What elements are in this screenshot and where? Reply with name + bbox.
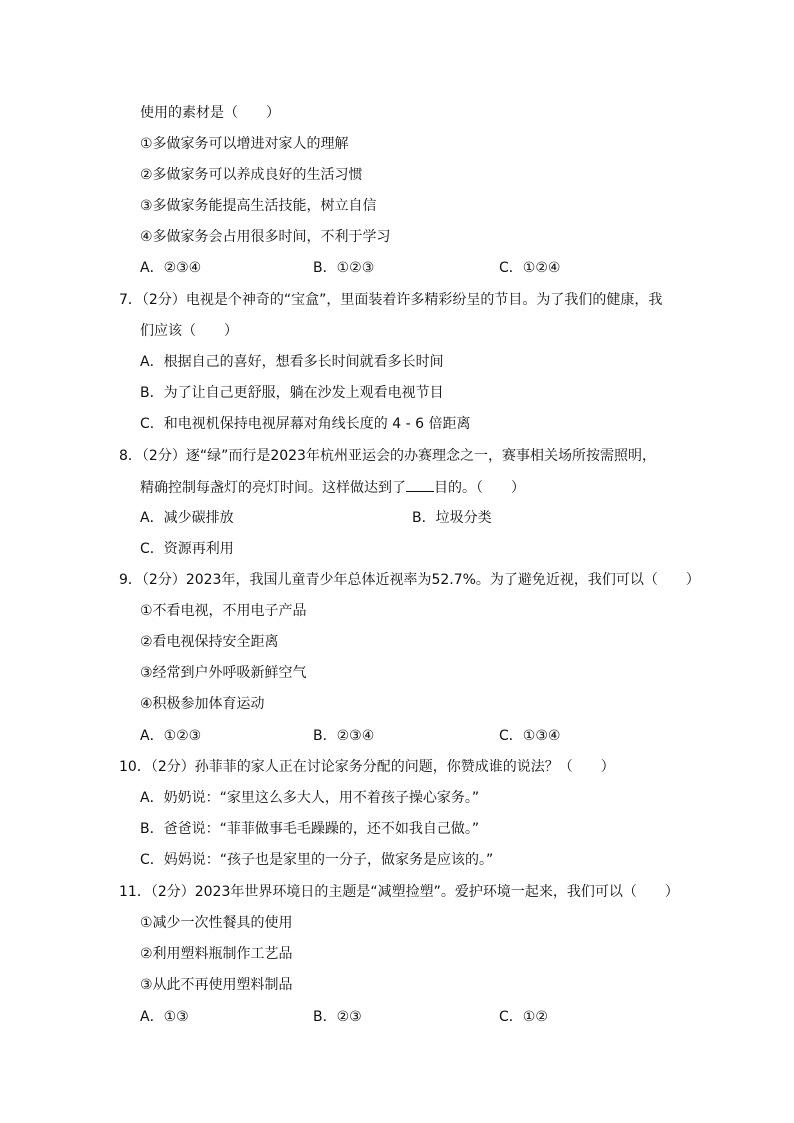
q9-option-a[interactable]: A．①②③: [140, 728, 202, 744]
q9-stem: 9．（2分）2023年，我国儿童青少年总体近视率为52.7%。为了避免近视，我们可以（ ）: [119, 572, 700, 588]
q7-stem-line1: 7．（2分）电视是个神奇的“宝盒”，里面装着许多精彩纷呈的节目。为了我们的健康，我: [119, 292, 663, 308]
q7-option-a[interactable]: A．根据自己的喜好，想看多长时间就看多长时间: [140, 354, 444, 370]
q6-item-4: ④多做家务会占用很多时间，不利于学习: [140, 229, 391, 245]
fill-in-blank: [406, 477, 434, 492]
q9-item-4: ④积极参加体育运动: [140, 696, 265, 712]
q10-option-c[interactable]: C．妈妈说：“孩子也是家里的一分子，做家务是应该的。”: [140, 852, 494, 868]
q8-stem-line2-pre: 精确控制每盏灯的亮灯时间。这样做达到了: [140, 480, 406, 496]
q6-item-2: ②多做家务可以养成良好的生活习惯: [140, 167, 363, 183]
q9-option-c[interactable]: C．①③④: [499, 728, 561, 744]
q8-stem-line2-post: 目的。（ ）: [434, 480, 525, 496]
q10-stem: 10．（2分）孙菲菲的家人正在讨论家务分配的问题，你赞成谁的说法？（ ）: [119, 759, 615, 775]
q9-item-2: ②看电视保持安全距离: [140, 634, 279, 650]
q11-options: [140, 1007, 740, 1027]
q7-option-b[interactable]: B．为了让自己更舒服，躺在沙发上观看电视节目: [140, 385, 444, 401]
q9-options: [140, 726, 740, 746]
q11-item-2: ②利用塑料瓶制作工艺品: [140, 946, 293, 962]
q6-stem-end: 使用的素材是（ ）: [140, 105, 280, 121]
q8-option-a[interactable]: A．减少碳排放: [140, 510, 234, 526]
q8-stem-line2: [140, 477, 525, 498]
q7-stem-line2: 们应该（ ）: [140, 323, 238, 339]
q8-option-b[interactable]: B．垃圾分类: [412, 510, 492, 526]
q9-item-3: ③经常到户外呼吸新鲜空气: [140, 665, 307, 681]
q11-option-b[interactable]: B．②③: [313, 1009, 362, 1025]
q10-option-a[interactable]: A．奶奶说：“家里这么多大人，用不着孩子操心家务。”: [140, 790, 480, 806]
q6-item-3: ③多做家务能提高生活技能，树立自信: [140, 198, 377, 214]
q6-options: [140, 258, 740, 278]
q8-option-c[interactable]: C．资源再利用: [140, 541, 234, 557]
q6-option-a[interactable]: A．②③④: [140, 260, 202, 276]
q11-item-3: ③从此不再使用塑料制品: [140, 977, 293, 993]
q11-option-a[interactable]: A．①③: [140, 1009, 189, 1025]
q9-item-1: ①不看电视，不用电子产品: [140, 603, 307, 619]
q9-option-b[interactable]: B．②③④: [313, 728, 375, 744]
q8-stem-line1: 8．（2分）逐“绿”而行是2023年杭州亚运会的办赛理念之一，赛事相关场所按需照明，: [119, 448, 656, 464]
q6-option-c[interactable]: C．①②④: [499, 260, 561, 276]
q11-stem: 11．（2分）2023年世界环境日的主题是“减塑捡塑”。爱护环境一起来，我们可以（ ）: [119, 884, 679, 900]
q8-options-row1: [140, 508, 740, 528]
q6-item-1: ①多做家务可以增进对家人的理解: [140, 136, 349, 152]
q6-option-b[interactable]: B．①②③: [313, 260, 375, 276]
q10-option-b[interactable]: B．爸爸说：“菲菲做事毛毛躁躁的，还不如我自己做。”: [140, 821, 480, 837]
q7-option-c[interactable]: C．和电视机保持电视屏幕对角线长度的 4 - 6 倍距离: [140, 416, 471, 432]
q11-option-c[interactable]: C．①②: [499, 1009, 548, 1025]
q11-item-1: ①减少一次性餐具的使用: [140, 915, 293, 931]
